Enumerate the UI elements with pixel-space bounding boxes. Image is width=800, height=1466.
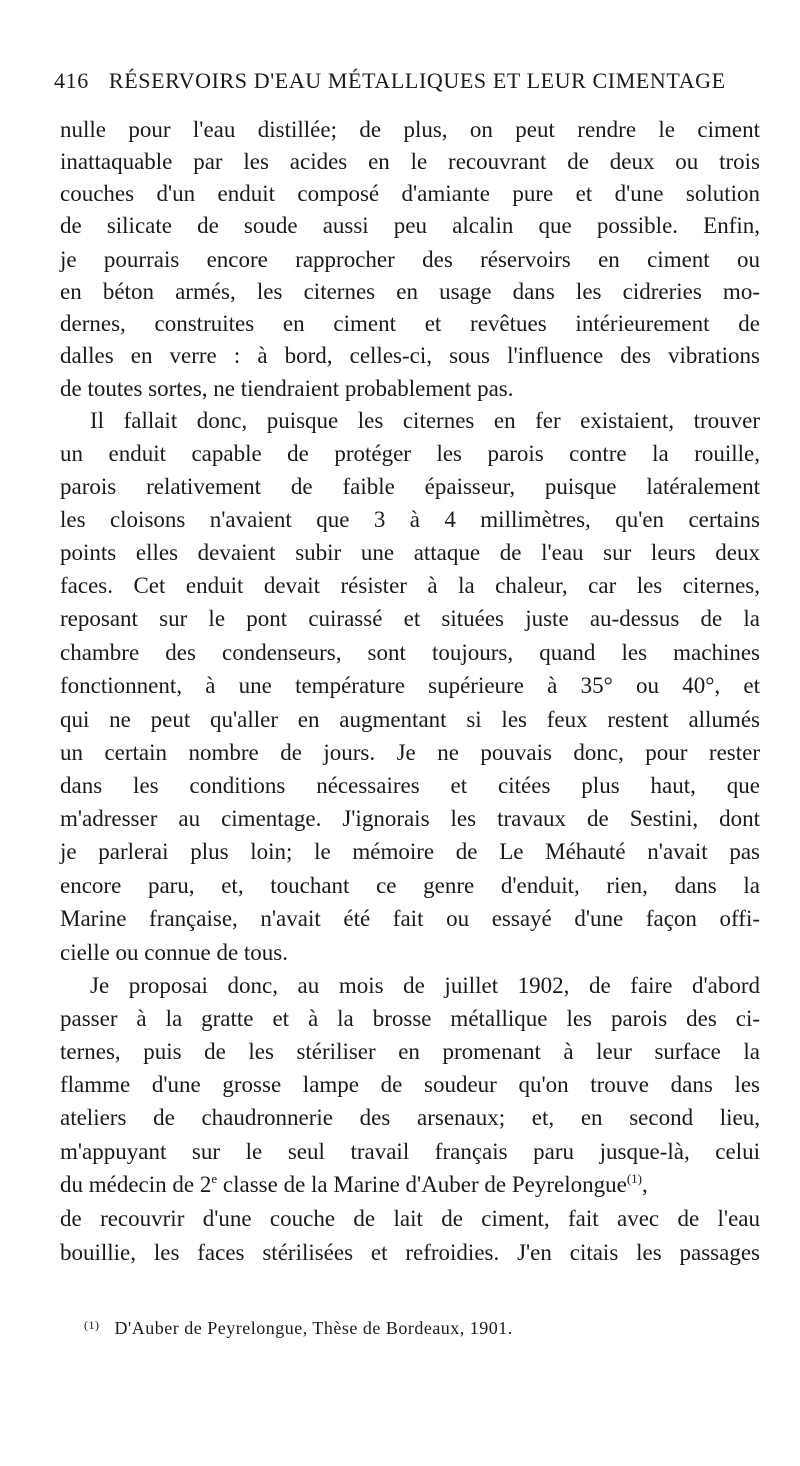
text-line: les cloisons n'avaient que 3 à 4 millimètres, qu'en certains <box>60 507 760 532</box>
text-line: bouillie, les faces stérilisées et refroidies. J'en citais les passages <box>60 1240 760 1265</box>
text-line: couches d'un enduit composé d'amiante pure et d'une solution <box>60 181 760 206</box>
footnote <box>84 1318 764 1339</box>
text-line: je parlerai plus loin; le mémoire de Le Méhauté n'avait pas <box>60 839 760 864</box>
paragraph-first-line: Il fallait donc, puisque les citernes en fer existaient, trouver <box>90 408 760 433</box>
text-line: Marine française, n'avait été fait ou essayé d'une façon offi- <box>60 906 760 931</box>
ordinal-superscript: e <box>211 1171 218 1186</box>
text-line: inattaquable par les acides en le recouvrant de deux ou trois <box>60 149 760 174</box>
text-line: encore paru, et, touchant ce genre d'enduit, rien, dans la <box>60 873 760 898</box>
text-fragment: classe de la Marine d'Auber de Peyrelongue <box>217 1172 627 1197</box>
paragraph-first-line: Je proposai donc, au mois de juillet 1902, de faire d'abord <box>90 973 760 998</box>
footnote-text: D'Auber de Peyrelongue, Thèse de Bordeaux, 1901. <box>114 1318 513 1338</box>
text-line: en béton armés, les citernes en usage dans les cidreries mo- <box>60 279 760 304</box>
text-line: chambre des condenseurs, sont toujours, quand les machines <box>60 640 760 665</box>
text-line-with-footnote-ref <box>60 1169 760 1201</box>
text-line: ateliers de chaudronnerie des arsenaux; et, en second lieu, <box>60 1105 760 1130</box>
text-fragment: , <box>642 1172 648 1197</box>
text-line: flamme d'une grosse lampe de soudeur qu'on trouve dans les <box>60 1072 760 1097</box>
text-line: fonctionnent, à une température supérieure à 35° ou 40°, et <box>60 673 760 698</box>
text-line: dernes, construites en ciment et revêtues intérieurement de <box>60 311 760 336</box>
text-line: de recouvrir d'une couche de lait de ciment, fait avec de l'eau <box>60 1206 760 1231</box>
text-fragment: du médecin de 2 <box>60 1172 212 1197</box>
text-line: qui ne peut qu'aller en augmentant si les feux restent allumés <box>60 707 760 732</box>
text-line: je pourrais encore rapprocher des réservoirs en ciment ou <box>60 247 760 272</box>
text-line: parois relativement de faible épaisseur, puisque latéralement <box>60 474 760 499</box>
text-line: reposant sur le pont cuirassé et situées juste au-dessus de la <box>60 606 760 631</box>
text-line: nulle pour l'eau distillée; de plus, on peut rendre le ciment <box>60 117 760 142</box>
footnote-reference: (1) <box>626 1171 643 1186</box>
text-line: dalles en verre : à bord, celles-ci, sous l'influence des vibrations <box>60 343 760 368</box>
text-line: faces. Cet enduit devait résister à la chaleur, car les citernes, <box>60 573 760 598</box>
page-number: 416 <box>54 68 89 93</box>
text-line: m'adresser au cimentage. J'ignorais les travaux de Sestini, dont <box>60 806 760 831</box>
text-line: m'appuyant sur le seul travail français paru jusque-là, celui <box>60 1139 760 1164</box>
text-line: points elles devaient subir une attaque de l'eau sur leurs deux <box>60 540 760 565</box>
text-line: ternes, puis de les stériliser en promenant à leur surface la <box>60 1039 760 1064</box>
text-line: passer à la gratte et à la brosse métallique les parois des ci- <box>60 1006 760 1031</box>
text-line: dans les conditions nécessaires et citées plus haut, que <box>60 773 760 798</box>
running-title: RÉSERVOIRS D'EAU MÉTALLIQUES ET LEUR CIMENTAGE <box>108 68 726 93</box>
text-line: de silicate de soude aussi peu alcalin que possible. Enfin, <box>60 213 760 238</box>
text-line: de toutes sortes, ne tiendraient probablement pas. <box>60 376 514 401</box>
text-line: un enduit capable de protéger les parois contre la rouille, <box>60 441 760 466</box>
footnote-mark: (1) <box>84 1318 100 1332</box>
text-line: un certain nombre de jours. Je ne pouvais donc, pour rester <box>60 740 760 765</box>
text-line: cielle ou connue de tous. <box>60 940 289 965</box>
running-header <box>54 68 754 94</box>
